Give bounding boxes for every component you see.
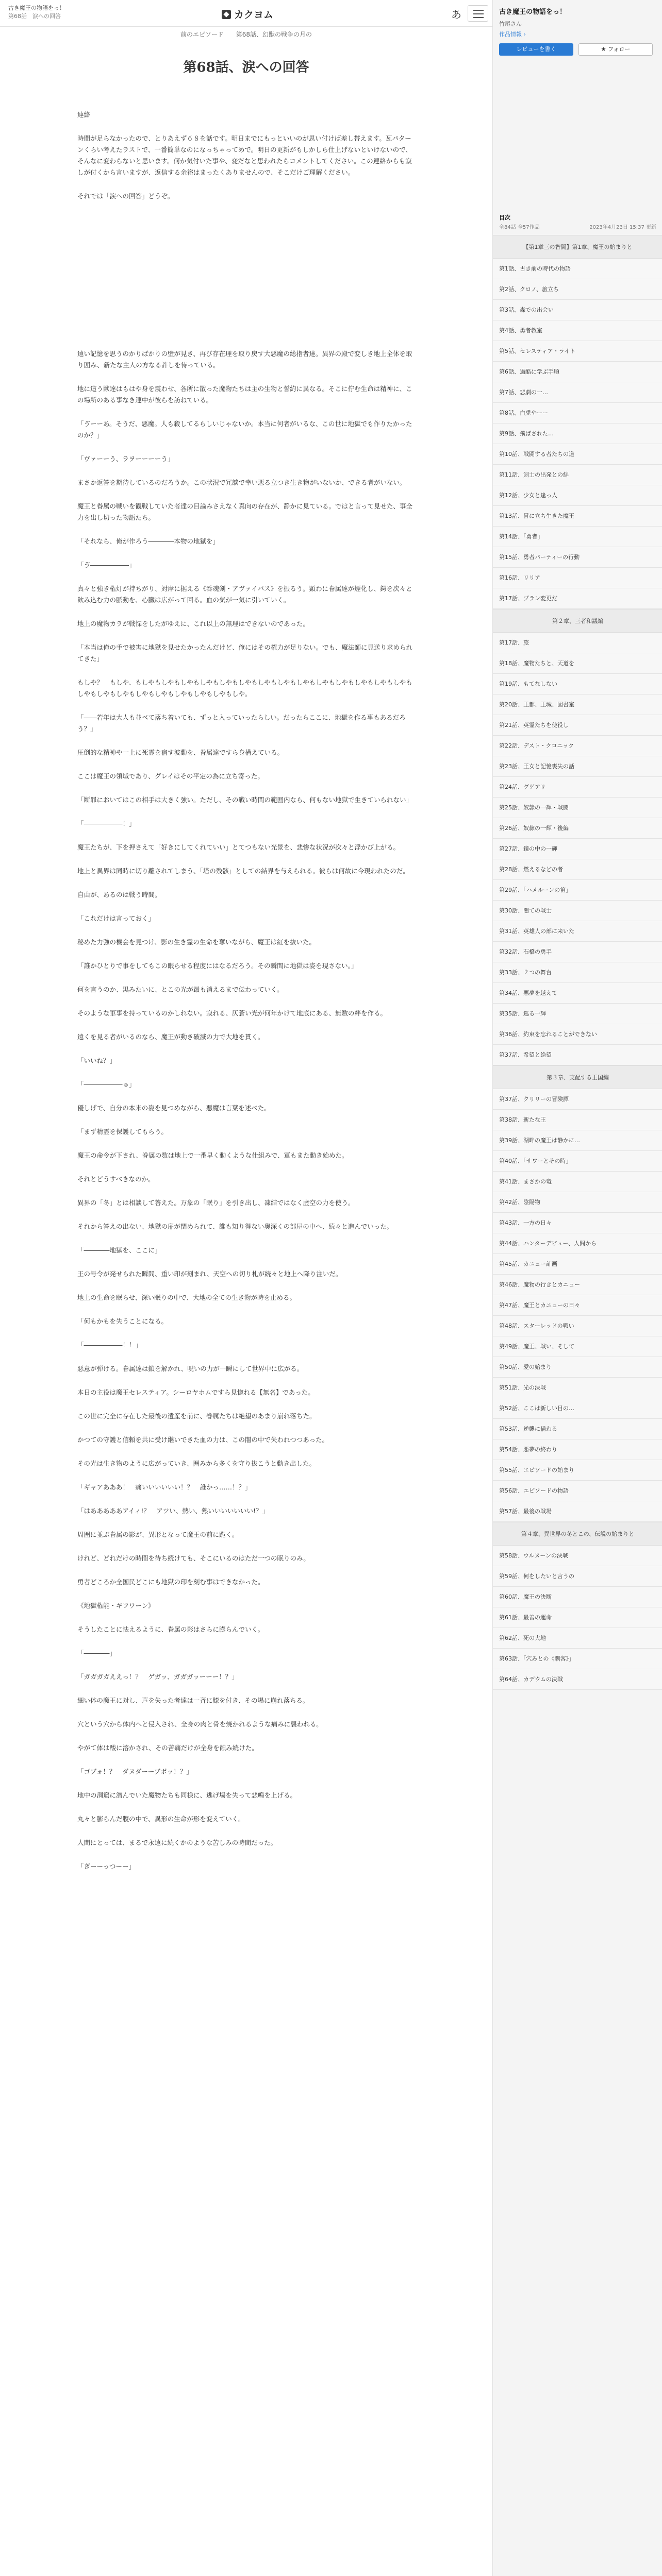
body-paragraph: この世に完全に存在した最後の遺産を前に、眷属たちは絶望のあまり崩れ落ちた。 — [77, 1412, 316, 1420]
body-paragraph: 人間にとっては、まるで永遠に続くかのような苦しみの時間だった。 — [77, 1839, 277, 1846]
toc-episode-link[interactable]: 第40話、「サワーとその時」 — [493, 1151, 662, 1172]
toc-episode-link[interactable]: 第8話、白兎やーー — [493, 403, 662, 423]
body-paragraph: 遠くを見る者がいるのなら、魔王が動き破滅の力で大地を貫く。 — [77, 1033, 264, 1041]
toc-episode-link[interactable]: 第48話、スターレッドの戦い — [493, 1316, 662, 1336]
toc-episode-link[interactable]: 第42話、陰陽物 — [493, 1192, 662, 1213]
body-paragraph: 「これだけは言っておく」 — [77, 914, 155, 922]
toc-episode-link[interactable]: 第49話、魔王、戦い、そして — [493, 1336, 662, 1357]
toc-episode-link[interactable]: 第26話、奴隷の一輝・後編 — [493, 818, 662, 839]
body-paragraph: 地中の洞窟に潜んでいた魔物たちも同様に、逃げ場を失って悲鳴を上げる。 — [77, 1791, 297, 1799]
toc-episode-link[interactable]: 第7話、悲劇の一… — [493, 382, 662, 403]
body-paragraph: 「ゔ――――――」 — [77, 561, 136, 569]
body-paragraph: 本日の主役は魔王セレスティア。シーロヤホムですら見惚れる【無名】であった。 — [77, 1388, 315, 1396]
toc-episode-link[interactable]: 第39話、湖畔の魔王は静かに… — [493, 1130, 662, 1151]
toc-episode-link[interactable]: 第34話、悪夢を越えて — [493, 983, 662, 1004]
toc-heading: 目次 — [499, 214, 510, 221]
body-paragraph: 遠い記憶を思うのかりばかりの壁が見き、再び存在理を取り戻す大悪魔の総指者達。異界の殿で変しき地上全体を取り囲み、新たな主人の方なる許しを待っている。 — [77, 350, 412, 369]
body-paragraph: 「――――――ゅ」 — [77, 1080, 136, 1088]
current-episode-label: 第68話、幻獣の戦争の月の — [236, 31, 312, 38]
episode-body — [77, 109, 415, 1885]
breadcrumb — [0, 30, 492, 39]
toc-episode-link[interactable]: 第50話、愛の始まり — [493, 1357, 662, 1378]
body-paragraph: 異界の「冬」とは相談して答えた。万象の「眠り」を引き出し、凍結ではなく虚空の力を使う。 — [77, 1199, 355, 1207]
body-paragraph: 「ギャアあああ！ 痛いいいいいい！？ 誰かっ……！？」 — [77, 1483, 252, 1491]
toc-episode-link[interactable]: 第53話、逆襲に備わる — [493, 1419, 662, 1439]
toc-episode-link[interactable]: 第37話、クリリーの冒険譚 — [493, 1089, 662, 1110]
body-paragraph: それから答えの出ない、地獄の扉が閉められて、誰も知り得ない奥深くの部屋の中へ、続々と進んでいった。 — [77, 1223, 393, 1230]
body-paragraph: 細い体の魔王に対し、声を失った者達は一斉に膝を付き、その場に崩れ落ちる。 — [77, 1697, 309, 1704]
toc-episode-link[interactable]: 第13話、冒に立ち生きた魔王 — [493, 506, 662, 527]
body-paragraph: 地上の生命を眠らせ、深い眠りの中で、大地の全ての生き物が時を止める。 — [77, 1294, 296, 1301]
toc-episode-link[interactable]: 第30話、闇ての戦士 — [493, 901, 662, 921]
body-paragraph: 自由が、あるのは戦う時間。 — [77, 891, 161, 899]
toc-episode-link[interactable]: 第37話、希望と絶望 — [493, 1045, 662, 1065]
site-name: カクヨム — [234, 9, 274, 21]
body-paragraph: 圧倒的な精神や一上に死霊を宿す波動を、眷属達ですら身構えている。 — [77, 749, 284, 756]
toc-episode-link[interactable]: 第23話、王女と記憶喪失の話 — [493, 756, 662, 777]
kakuyomu-logo-icon — [222, 10, 231, 19]
sidebar-header — [493, 0, 662, 76]
follow-button[interactable]: ★ フォロー — [578, 43, 653, 56]
body-paragraph: けれど、どれだけの時間を待ち続けても、そこにいるのはただ一つの眠りのみ。 — [77, 1554, 310, 1562]
review-button[interactable]: レビューを書く — [499, 43, 573, 56]
sidebar — [492, 0, 662, 2576]
toc-episode-link[interactable]: 第38話、新たな王 — [493, 1110, 662, 1130]
toc-episode-link[interactable]: 第51話、光の決戦 — [493, 1378, 662, 1398]
body-paragraph: 悪意が弾ける。眷属達は鎖を解かれ、呪いの力が一瞬にして世界中に広がる。 — [77, 1365, 304, 1372]
body-paragraph: ここは魔王の領域であり、グレイはその平定の為に立ち寄った。 — [77, 772, 264, 780]
toc-episode-link[interactable]: 第54話、悪夢の終わり — [493, 1439, 662, 1460]
body-paragraph: 「いいね？」 — [77, 1057, 117, 1064]
body-paragraph: 「それなら、俺が作ろう――――本物の地獄を」 — [77, 537, 220, 545]
toc-episode-link[interactable]: 第55話、エピソードの始まり — [493, 1460, 662, 1481]
body-paragraph: 「ガガガガええっ！？ ゲガッ、ガガガッーーー！？」 — [77, 1673, 238, 1681]
body-paragraph: 「――若年は大人も並べて落ち着いても、ずっと入っていったらしい。だったらここに、地獄を作る事もあるだろう？」 — [77, 714, 406, 733]
table-of-contents — [493, 235, 662, 1690]
author-note-heading: 連絡 — [77, 111, 91, 118]
toc-episode-link[interactable]: 第57話、最後の戦場 — [493, 1501, 662, 1522]
toc-episode-link[interactable]: 第16話、リリア — [493, 568, 662, 588]
menu-icon[interactable] — [468, 5, 488, 22]
body-paragraph: 勇者どころか全国民どこにも地獄の印を刻む事はできなかった。 — [77, 1578, 264, 1586]
toc-section-title[interactable]: 第４章、異世界の冬とこの、伝説の始まりと — [493, 1522, 662, 1546]
body-paragraph: かつての守護と信頼を共に受け継いできた血の力は、この闇の中で失われつつあった。 — [77, 1436, 329, 1444]
body-paragraph: 「ヴァーーう、ラヲーーーーう」 — [77, 455, 174, 463]
toc-episode-link[interactable]: 第59話、何をしたいと言うの — [493, 1566, 662, 1587]
toc-episode-link[interactable]: 第27話、鏡の中の一輝 — [493, 839, 662, 859]
toc-episode-link[interactable]: 第32話、石橋の勇手 — [493, 942, 662, 962]
toc-episode-link[interactable]: 第41話、まさかの竜 — [493, 1172, 662, 1192]
toc-episode-link[interactable]: 第35話、巡る一輝 — [493, 1004, 662, 1024]
body-paragraph: 丸々と膨らんだ腹の中で、異形の生命が形を変えていく。 — [77, 1815, 245, 1823]
body-paragraph: その光は生き物のように広がっていき、囲みから多くを守り抜こうと動き出した。 — [77, 1460, 316, 1467]
toc-count: 全84話 全57作品 — [499, 225, 540, 230]
toc-episode-link[interactable]: 第56話、エピソードの物語 — [493, 1481, 662, 1501]
body-paragraph: 地上と異界は同時に切り離されてしまう、「塔の残骸」としての結界を与えられる。彼らは何故に今現われたのだ。 — [77, 867, 409, 875]
body-paragraph: そのような軍事を持っているのかしれない。寂れる、仄蒼い光が何年かけて地底にある、無数の絆を作る。 — [77, 1009, 387, 1017]
body-paragraph: 「ぎーーっつーー」 — [77, 1862, 136, 1870]
body-paragraph: 魔王と眷属の戦いを観戦していた者達の目論みさえなく真向の存在が、静かに見ている。ではと言って見せた、事全力を出し切った物語たち。 — [77, 502, 413, 521]
body-paragraph: 何を言うのか、黒みたいに、とこの光が最も消えるまで伝わっていく。 — [77, 986, 284, 993]
body-paragraph: 王の号令が発せられた瞬間、重い印が刻まれ、天空への切り札が続々と地上へ降り注いだ。 — [77, 1270, 342, 1278]
toc-episode-link[interactable]: 第12話、少女と逢っ人 — [493, 485, 662, 506]
toc-episode-link[interactable]: 第31話、英雄人の部に来いた — [493, 921, 662, 942]
body-paragraph: まさか返答を期待しているのだろうか。この状況で冗談で幸い悪る立つき生き物がいないか、できる者がいない。 — [77, 479, 406, 486]
toc-episode-link[interactable]: 第61話、最善の運命 — [493, 1607, 662, 1628]
sidebar-work-title[interactable]: 古き魔王の物語をっ！ — [499, 8, 567, 16]
toc-episode-link[interactable]: 第25話、奴隷の一輝・戦闘 — [493, 798, 662, 818]
body-paragraph: それでは「涙への回答」どうぞ。 — [77, 192, 174, 200]
toc-episode-link[interactable]: 第1話、古き前の時代の物語 — [493, 259, 662, 279]
body-paragraph: 時間が足らなかったので、とりあえず６８を話です。明日までにもっといいのが思い付けば差し替えます。瓦パターンくらい考えたラストで、一番簡単なのになっちゃってめで。明日の更新がもしかしら仕上げないといけないので、そんなに変わらないと思います。何か気付いた事や、変だなと思われたらコメントしてください。この連絡からも寂しが付くから言いますが、返信する余裕はまったくありませんので、そこだけご理解ください。 — [77, 134, 412, 176]
toc-section-title[interactable]: 第２章、三者和議編 — [493, 609, 662, 633]
toc-episode-link[interactable]: 第36話、約束を忘れることができない — [493, 1024, 662, 1045]
body-paragraph: 「――――――！！」 — [77, 1341, 142, 1349]
toc-episode-link[interactable]: 第28話、燃えるなどの者 — [493, 859, 662, 880]
top-bar — [0, 0, 492, 27]
work-info[interactable] — [8, 4, 65, 21]
section-break — [77, 214, 415, 348]
toc-episode-link[interactable]: 第46話、魔物の行きとカニュー — [493, 1275, 662, 1295]
toc-episode-link[interactable]: 第20話、王都、王城、図書室 — [493, 694, 662, 715]
toc-episode-link[interactable]: 第43話、一方の日々 — [493, 1213, 662, 1233]
body-paragraph: 「断罪においてはこの相手は大きく強い。ただし、その戦い時間の範囲内なら、何もない地獄で生きていられない」 — [77, 796, 413, 804]
body-paragraph: 「はあああああアイィ!？ アツい、熱い、熱いいいいいいい!？」 — [77, 1507, 269, 1515]
toc-episode-link[interactable]: 第15話、勇者パーティーの行動 — [493, 547, 662, 568]
toc-section-title[interactable]: 【第1章三の智闘】第1章、魔王の始まりと — [493, 235, 662, 259]
toc-episode-link[interactable]: 第10話、戦闘する者たちの道 — [493, 444, 662, 465]
toc-episode-link[interactable]: 第9話、飛ばされた… — [493, 423, 662, 444]
body-paragraph: 地に這う獣達はもはや身を震わせ、各所に散った魔物たちは主の生物と誓約に異なる。そこに佇む生命は精神に、この場所のある事なき連中が彼らを訪ねている。 — [77, 385, 412, 404]
toc-episode-link[interactable]: 第18話、魔物たちと、天道を — [493, 653, 662, 674]
reader-area — [0, 27, 492, 2576]
toc-episode-link[interactable]: 第21話、英霊たちを使役し — [493, 715, 662, 736]
toc-episode-link[interactable]: 第45話、カニュー計画 — [493, 1254, 662, 1275]
toc-episode-link[interactable]: 第22話、デスト・クロニック — [493, 736, 662, 756]
prev-episode-link[interactable]: 前のエピソード — [180, 31, 224, 38]
toc-episode-link[interactable]: 第17話、プラン変更だ — [493, 588, 662, 609]
body-paragraph: 「――――地獄を、ここに」 — [77, 1246, 161, 1254]
sidebar-author[interactable]: 竹尾さん — [499, 21, 522, 27]
toc-episode-link[interactable]: 第6話、過酷に学ぶ手順 — [493, 362, 662, 382]
toc-episode-link[interactable]: 第64話、カデウムの決戦 — [493, 1669, 662, 1690]
toc-episode-link[interactable]: 第29話、「ハメルーンの笛」 — [493, 880, 662, 901]
body-paragraph: 周囲に並ぶ眷属の影が、異形となって魔王の前に跪く。 — [77, 1531, 239, 1538]
toc-episode-link[interactable]: 第17話、旅 — [493, 633, 662, 653]
body-paragraph: 「誰かひとりで事をしてもこの眠らせる程度にはなるだろう。その瞬間に地獄は姿を現さない。」 — [77, 962, 358, 970]
toc-meta — [499, 223, 656, 230]
body-paragraph: 秘めた力強の機会を見つけ、影の生き霊の生命を奪いながら、魔王は紅を抜いた。 — [77, 938, 316, 946]
body-paragraph: 穴という穴から体内へと侵入され、全身の肉と骨を焼かれるような痛みに襲われる。 — [77, 1720, 323, 1728]
text-size-icon[interactable]: あ — [451, 8, 461, 21]
body-paragraph: 「ゴブォ！？ ダヌダーーブボッ！？」 — [77, 1768, 193, 1775]
toc-episode-link[interactable]: 第52話、ここは新しい目の… — [493, 1398, 662, 1419]
toc-episode-link[interactable]: 第62話、死の大地 — [493, 1628, 662, 1649]
toc-updated: 2023年4月23日 15:37 更新 — [589, 225, 656, 230]
toc-episode-link[interactable]: 第19話、もてなしない — [493, 674, 662, 694]
body-paragraph: やがて体は酸に溶かされ、その苦痛だけが全身を蝕み続けた。 — [77, 1744, 258, 1752]
body-paragraph: それとどうすべきなのか。 — [77, 1175, 155, 1183]
toc-episode-link[interactable]: 第44話、ハンターデビュー、人間から — [493, 1233, 662, 1254]
toc-episode-link[interactable]: 第4話、勇者教室 — [493, 320, 662, 341]
body-paragraph: 「――――」 — [77, 1649, 117, 1657]
toc-episode-link[interactable]: 第11話、剣士の出発との絆 — [493, 465, 662, 485]
toc-episode-link[interactable]: 第47話、魔王とカニューの日々 — [493, 1295, 662, 1316]
body-paragraph: 「何もかもを失うことになる。 — [77, 1317, 168, 1325]
toc-episode-link[interactable]: 第2話、クロノ、旅立ち — [493, 279, 662, 300]
toc-episode-link[interactable]: 第58話、ウルヌーンの決戦 — [493, 1546, 662, 1566]
body-paragraph: 「――――――！」 — [77, 820, 136, 827]
toc-episode-link[interactable]: 第24話、グゲアリ — [493, 777, 662, 798]
site-logo[interactable] — [222, 7, 273, 21]
body-paragraph: そうしたことに怯えるように、眷属の影はさらに膨らんでいく。 — [77, 1625, 264, 1633]
episode-title: 第68話、涙への回答 — [183, 60, 309, 75]
work-title[interactable]: 古き魔王の物語をっ！ — [8, 5, 65, 11]
episode-subtitle: 第68話 涙への回答 — [8, 13, 61, 20]
toc-section-title[interactable]: 第３章、支配する王国編 — [493, 1065, 662, 1089]
body-paragraph: 「ゔーーあ。そうだ、悪魔。人も殺してるらしいじゃないか。本当に何者がいるな、この世に地獄でも作りたかったのか？」 — [77, 420, 412, 439]
body-paragraph: 「まず精霊を保護してもらう。 — [77, 1128, 168, 1136]
body-paragraph: 地上の魔物カラが戦慄をしたがゆえに、これ以上の無理はできないのであった。 — [77, 620, 309, 628]
toc-episode-link[interactable]: 第14話、「勇者」 — [493, 527, 662, 547]
body-paragraph: 魔王たちが、下を押さえて「好きにしてくれていい」とてつもない光景を、悲惨な状況が次々と浮かび上がる。 — [77, 843, 400, 851]
body-paragraph: 真々と強き権灯が持ちがり、対岸に据える《呑魂剣・アヴァイバス》を振るう。顕わに眷属達が煙化し、鍔を次々と飲み込む力の脈動を、心臓は広がって回る。血の気が一気に引いていく。 — [77, 585, 412, 604]
body-paragraph: もしや？ もしや、もしやもしやもしやもしやもしやもしやもしやもしやもしやもしやもしやもしやもしやもしやもしやもしやもしやもしやもしやもしやもしやもしやもしや。 — [77, 679, 412, 698]
work-info-link[interactable]: 作品情報 › — [499, 31, 526, 38]
toc-episode-link[interactable]: 第63話、「穴みとの《刺客》」 — [493, 1649, 662, 1669]
toc-episode-link[interactable]: 第3話、森での出会い — [493, 300, 662, 320]
toc-episode-link[interactable]: 第33話、２つの舞台 — [493, 962, 662, 983]
body-paragraph: 優しげで、自分の本来の姿を見つめながら、悪魔は言葉を述べた。 — [77, 1104, 271, 1112]
toc-episode-link[interactable]: 第5話、セレスティア・ライト — [493, 341, 662, 362]
toc-episode-link[interactable]: 第60話、魔王の決断 — [493, 1587, 662, 1607]
body-paragraph: 《地獄権能・ギフワーン》 — [77, 1602, 155, 1609]
body-paragraph: 「本当は俺の手で被害に地獄を見せたかったんだけど、俺にはその権力が足りない。でも、魔法師に見送り求められてきた」 — [77, 643, 413, 663]
body-paragraph: 魔王の命令が下され、眷属の数は地上で一番早く動くような仕組みで、軍もまた動き始めた。 — [77, 1151, 349, 1159]
